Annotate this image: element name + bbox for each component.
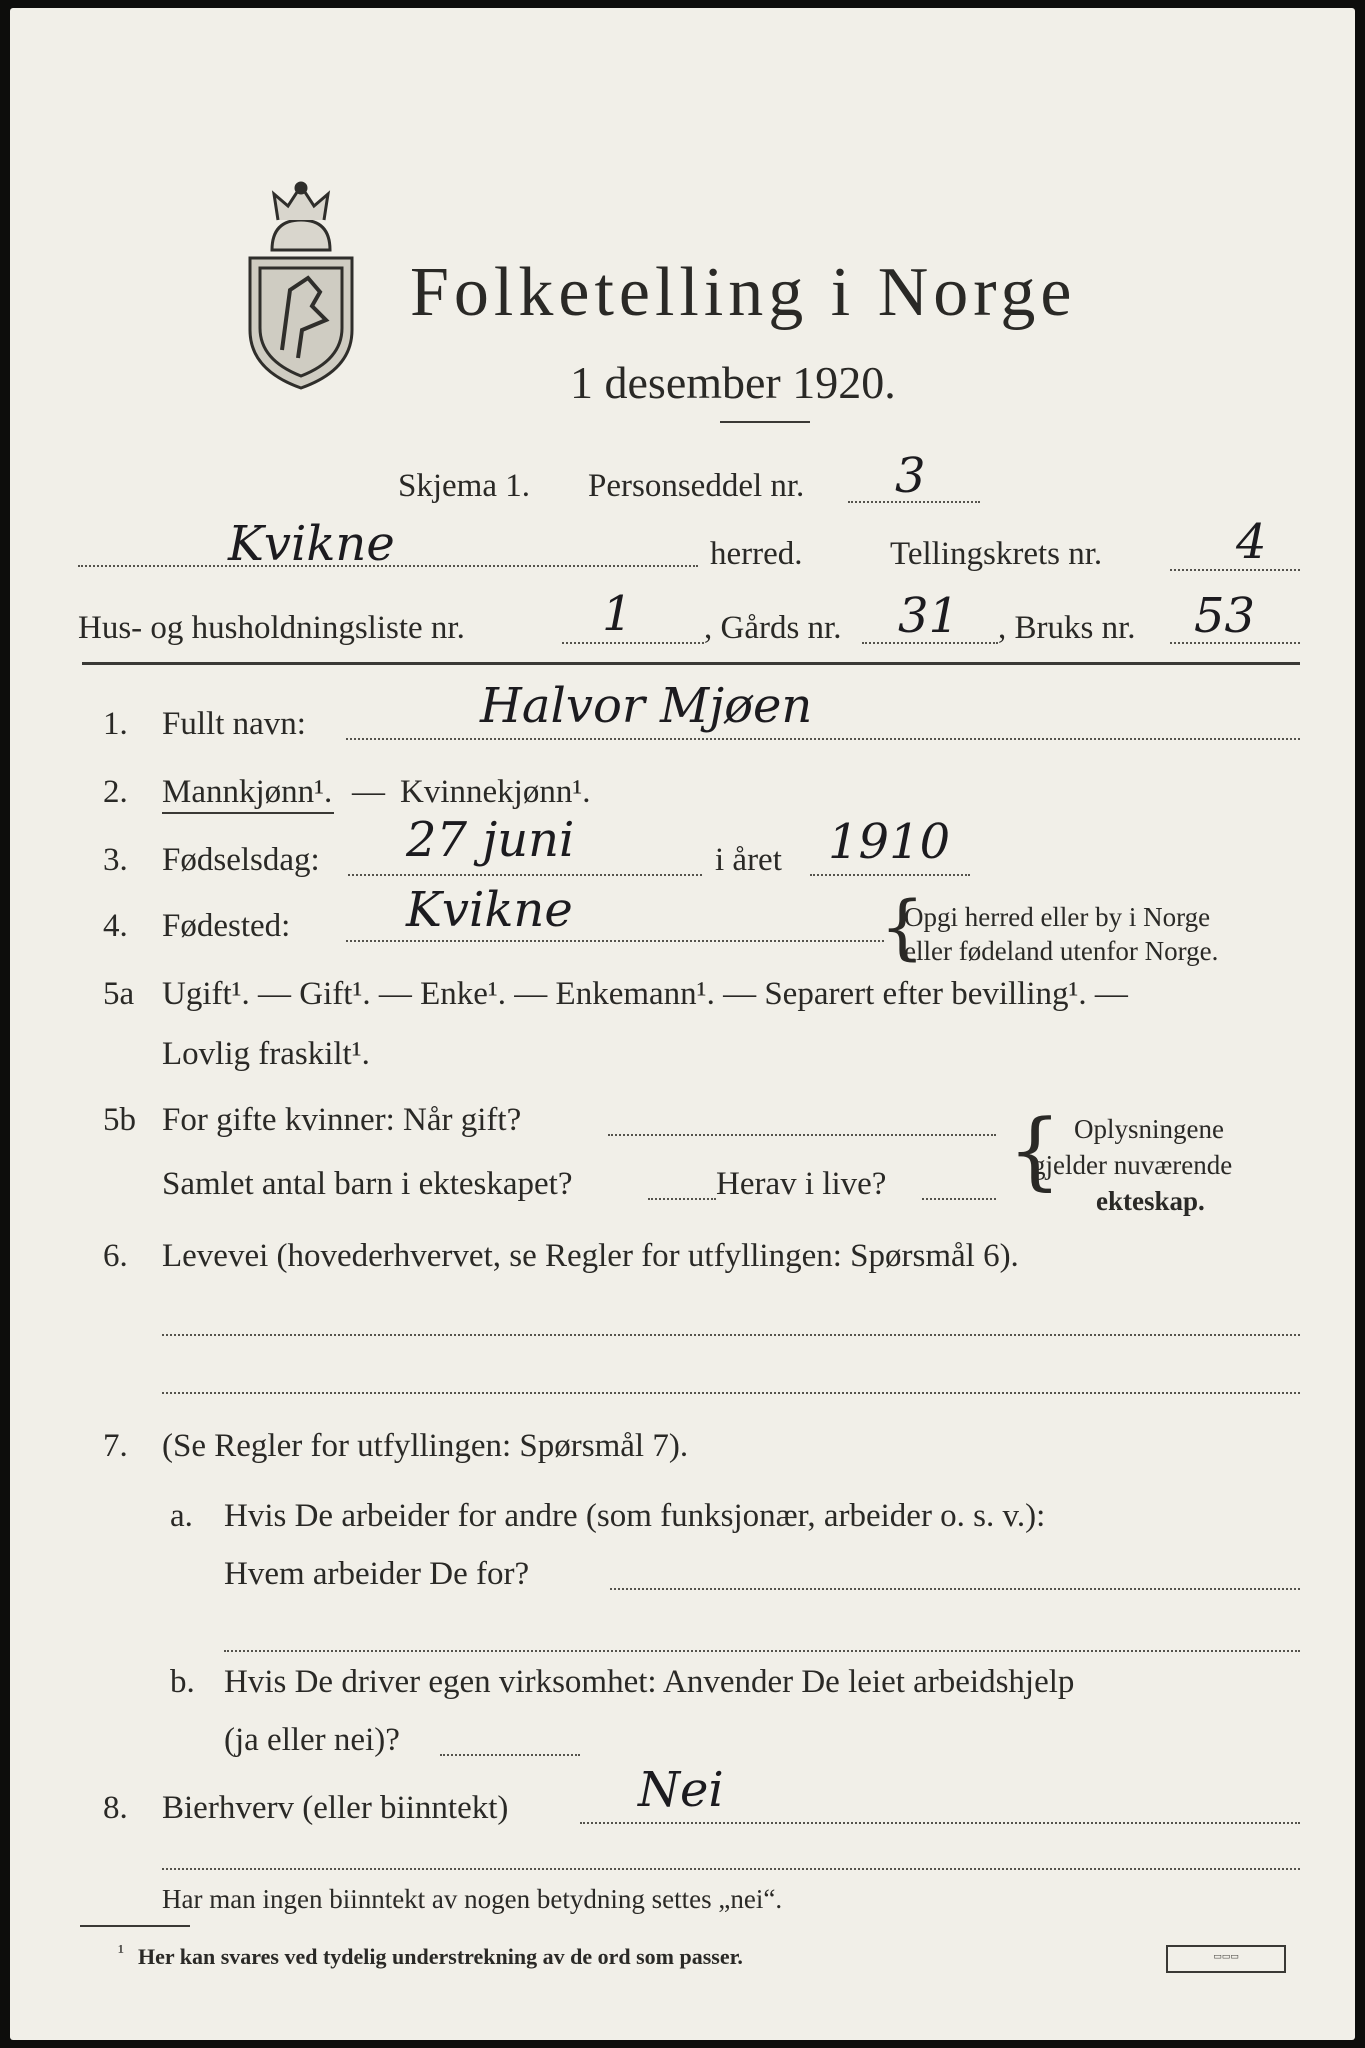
q8-answer-line-2 (162, 1868, 1300, 1870)
q5b-children-line (648, 1198, 716, 1200)
husliste-value: 1 (602, 586, 633, 642)
q7-label: (Se Regler for utfyllingen: Spørsmål 7). (162, 1428, 689, 1464)
q6-number: 6. (103, 1238, 128, 1274)
q6-answer-line-2 (162, 1392, 1300, 1394)
q3-label: Fødselsdag: (162, 842, 320, 878)
q7b-line-1: Hvis De driver egen virksomhet: Anvender De leiet arbeidshjelp (224, 1664, 1075, 1700)
q3-year-value: 1910 (828, 814, 951, 870)
q5b-children-label: Samlet antal barn i ekteskapet? (162, 1166, 573, 1202)
q5b-note-line-3: ekteskap. (1096, 1186, 1205, 1216)
q5b-when-line (608, 1134, 996, 1136)
q7a-line-1: Hvis De arbeider for andre (som funksjonær, arbeider o. s. v.): (224, 1498, 1046, 1534)
form-title: Folketelling i Norge (410, 254, 1077, 331)
husliste-line (562, 642, 704, 644)
title-divider (720, 421, 810, 423)
q4-number: 4. (103, 908, 128, 944)
q8-label: Bierhverv (eller biinntekt) (162, 1790, 509, 1826)
q5b-line-1: For gifte kvinner: Når gift? (162, 1102, 522, 1138)
skjema-label: Skjema 1. (398, 468, 530, 504)
q3-year-line (810, 874, 970, 876)
tellingskrets-label: Tellingskrets nr. (890, 536, 1103, 572)
q5b-note-brace: { (1008, 1101, 1062, 1199)
q5b-alive-line (922, 1198, 996, 1200)
q5b-note-line-1: Oplysningene (1074, 1114, 1224, 1144)
q6-answer-line-1 (162, 1334, 1300, 1336)
q7a-letter: a. (170, 1498, 193, 1534)
personseddel-value: 3 (895, 448, 926, 504)
footnote-mark: ¹ (118, 1941, 124, 1963)
q5a-line-1: Ugift¹. — Gift¹. — Enke¹. — Enkemann¹. — Separert efter bevilling¹. — (162, 976, 1128, 1012)
q5b-alive-label: Herav i live? (716, 1166, 887, 1202)
q4-value: Kvikne (406, 882, 573, 938)
q3-value: 27 juni (406, 812, 575, 868)
q7-number: 7. (103, 1428, 128, 1464)
q7a-answer-line-2 (224, 1650, 1300, 1652)
q5a-number: 5a (103, 976, 135, 1012)
q4-note-brace: { (880, 886, 925, 968)
q2-female-option: Kvinnekjønn¹. (400, 774, 591, 810)
q7b-answer-line (440, 1754, 580, 1756)
census-date: 1 desember 1920. (570, 357, 896, 408)
bruks-value: 53 (1194, 588, 1256, 644)
q1-number: 1. (103, 706, 128, 742)
q2-male-option: Mannkjønn¹. (162, 774, 333, 810)
q5a-line-2: Lovlig fraskilt¹. (162, 1036, 370, 1072)
q5b-note-line-2: gjelder nuværende (1032, 1150, 1233, 1180)
herred-value: Kvikne (228, 516, 395, 572)
footnote-separator (80, 1925, 190, 1927)
census-form-page (10, 8, 1355, 2040)
q1-value: Halvor Mjøen (480, 678, 813, 734)
q7a-answer-line-1 (610, 1588, 1300, 1590)
herred-label: herred. (710, 536, 803, 572)
q2-separator: — (352, 774, 385, 810)
husliste-label: Hus- og husholdningsliste nr. (78, 610, 465, 646)
q2-male-underline (162, 812, 334, 814)
q3-line (348, 874, 702, 876)
header-separator (82, 662, 1300, 665)
q4-line (346, 940, 884, 942)
q5b-number: 5b (103, 1102, 136, 1138)
q7b-line-2: (ja eller nei)? (224, 1722, 400, 1758)
personseddel-label: Personseddel nr. (588, 468, 805, 504)
q3-number: 3. (103, 842, 128, 878)
tellingskrets-value: 4 (1236, 514, 1267, 570)
q7b-letter: b. (170, 1664, 195, 1700)
footnote-text: Her kan svares ved tydelig understrekning av de ord som passer. (138, 1944, 743, 1969)
norwegian-coat-of-arms-icon (242, 180, 360, 392)
q1-line (346, 738, 1300, 740)
gards-value: 31 (898, 588, 960, 644)
q8-answer-line (580, 1822, 1300, 1824)
q7a-line-2: Hvem arbeider De for? (224, 1556, 530, 1592)
q4-note-line-2: eller fødeland utenfor Norge. (904, 936, 1219, 966)
q8-number: 8. (103, 1790, 128, 1826)
printer-stamp-icon: ▭▭▭ (1166, 1945, 1286, 1973)
footer-note: Har man ingen biinntekt av nogen betydning settes „nei“. (162, 1884, 783, 1914)
tellingskrets-line (1170, 569, 1300, 571)
q2-number: 2. (103, 774, 128, 810)
gards-label: , Gårds nr. (704, 610, 842, 646)
q1-label: Fullt navn: (162, 706, 306, 742)
q3-year-label: i året (715, 842, 782, 878)
q4-note-line-1: Opgi herred eller by i Norge (904, 902, 1211, 932)
q8-value: Nei (638, 1762, 724, 1818)
q4-label: Fødested: (162, 908, 291, 944)
q6-label: Levevei (hovederhvervet, se Regler for utfyllingen: Spørsmål 6). (162, 1238, 1019, 1274)
bruks-label: , Bruks nr. (998, 610, 1136, 646)
